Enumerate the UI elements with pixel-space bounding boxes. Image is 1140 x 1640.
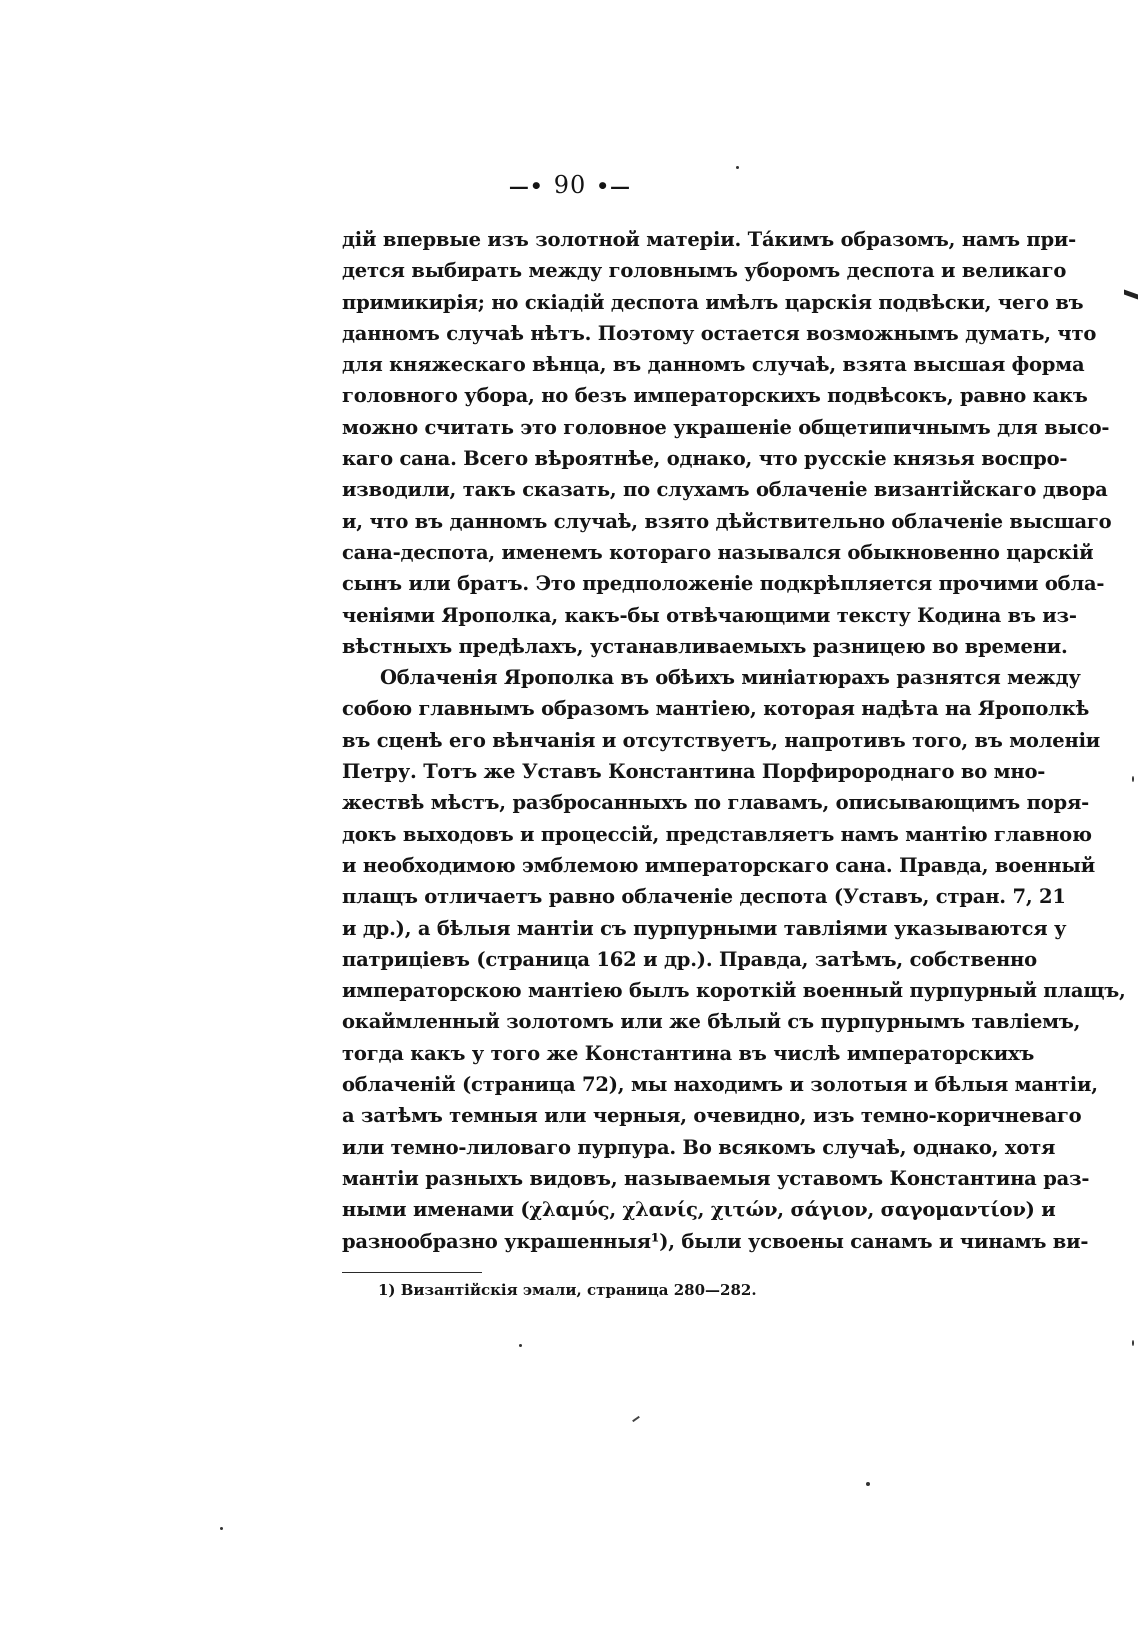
text-line: патриціевъ (страница 162 и др.). Правда, затѣмъ, собственно: [342, 947, 1037, 971]
text-line: окаймленный золотомъ или же бѣлый съ пурпурнымъ тавліемъ,: [342, 1010, 1081, 1034]
text-line: и необходимою эмблемою императорскаго сана. Правда, военный: [342, 853, 1096, 877]
text-line: докъ выходовъ и процессій, представляетъ намъ мантію главною: [342, 822, 1092, 846]
text-line: дій впервые изъ золотной матеріи. Та́кимъ образомъ, намъ при-: [342, 228, 1077, 251]
scan-speck: [866, 1482, 870, 1486]
text-line: для княжескаго вѣнца, въ данномъ случаѣ, взята высшая форма: [342, 353, 1085, 377]
scan-speck: [736, 166, 739, 169]
text-line: можно считать это головное украшеніе общетипичнымъ для высо-: [342, 415, 1110, 439]
text-line: ченіями Ярополка, какъ-бы отвѣчающими тексту Кодина въ из-: [342, 603, 1077, 627]
text-line: тогда какъ у того же Константина въ числѣ императорскихъ: [342, 1041, 1035, 1065]
text-line: головного убора, но безъ императорскихъ подвѣсокъ, равно какъ: [342, 384, 1088, 408]
text-line: разнообразно украшенныя¹), были усвоены санамъ и чинамъ ви-: [342, 1229, 1089, 1253]
footnote-divider: [342, 1272, 482, 1273]
text-line: въ сценѣ его вѣнчанія и отсутствуетъ, напротивъ того, въ моленіи: [342, 728, 1101, 752]
text-line: изводили, такъ сказать, по слухамъ облаченіе византійскаго двора: [342, 478, 1108, 502]
scan-mark: [1124, 289, 1138, 299]
scan-speck: [519, 1344, 522, 1347]
text-line: Облаченія Ярополка въ обѣихъ миніатюрахъ разнятся между: [380, 666, 1081, 690]
text-line: вѣстныхъ предѣлахъ, устанавливаемыхъ разницею во времени.: [342, 634, 1068, 658]
scan-speck: [1132, 1340, 1134, 1346]
paragraph-1: [342, 224, 1112, 662]
text-line: данномъ случаѣ нѣтъ. Поэтому остается возможнымъ думать, что: [342, 321, 1097, 345]
scan-mark: [632, 1416, 640, 1422]
text-line: мантіи разныхъ видовъ, называемыя уставомъ Константина раз-: [342, 1166, 1090, 1190]
text-line: императорскою мантіею былъ короткій военный пурпурный плащъ,: [342, 979, 1126, 1003]
text-line: дется выбирать между головнымъ уборомъ деспота и великаго: [342, 259, 1067, 283]
text-line: примикирія; но скіадій деспота имѣлъ царскія подвѣски, чего въ: [342, 290, 1084, 314]
text-line: собою главнымъ образомъ мантіею, которая надѣта на Ярополкѣ: [342, 697, 1090, 721]
text-line: жествѣ мѣстъ, разбросанныхъ по главамъ, описывающимъ поря-: [342, 791, 1090, 815]
text-line: и, что въ данномъ случаѣ, взято дѣйствительно облаченіе высшаго: [342, 509, 1112, 533]
header-ornament-left: —•: [508, 174, 544, 198]
text-line: ными именами (χλαμύς, χλανίς, χιτών, σάγιον, σαγομαντίον) и: [342, 1198, 1056, 1222]
scan-speck: [220, 1527, 223, 1530]
text-line: сынъ или братъ. Это предположеніе подкрѣпляется прочими обла-: [342, 572, 1105, 596]
text-line: облаченій (страница 72), мы находимъ и золотыя и бѣлыя мантіи,: [342, 1073, 1098, 1097]
text-line: или темно-лиловаго пурпура. Во всякомъ случаѣ, однако, хотя: [342, 1135, 1056, 1159]
footnote: 1) Византійскія эмали, страница 280—282.: [378, 1281, 757, 1299]
body-text: [342, 224, 1126, 1257]
scan-speck: [1132, 776, 1134, 782]
header-ornament-right: •—: [596, 174, 632, 198]
page-number: 90: [553, 171, 587, 199]
text-line: каго сана. Всего вѣроятнѣе, однако, что русскіе князья воспро-: [342, 447, 1068, 471]
paragraph-2: [342, 662, 1126, 1257]
text-line: и др.), а бѣлыя мантіи съ пурпурными тавліями указываются у: [342, 916, 1067, 940]
text-line: Петру. Тотъ же Уставъ Константина Порфиророднаго во мно-: [342, 760, 1046, 784]
text-line: плащъ отличаетъ равно облаченіе деспота (Уставъ, стран. 7, 21: [342, 885, 1066, 909]
text-line: сана-деспота, именемъ котораго назывался обыкновенно царскій: [342, 540, 1094, 564]
page-header: [0, 170, 1140, 201]
text-line: а затѣмъ темныя или черныя, очевидно, изъ темно-коричневаго: [342, 1104, 1082, 1128]
